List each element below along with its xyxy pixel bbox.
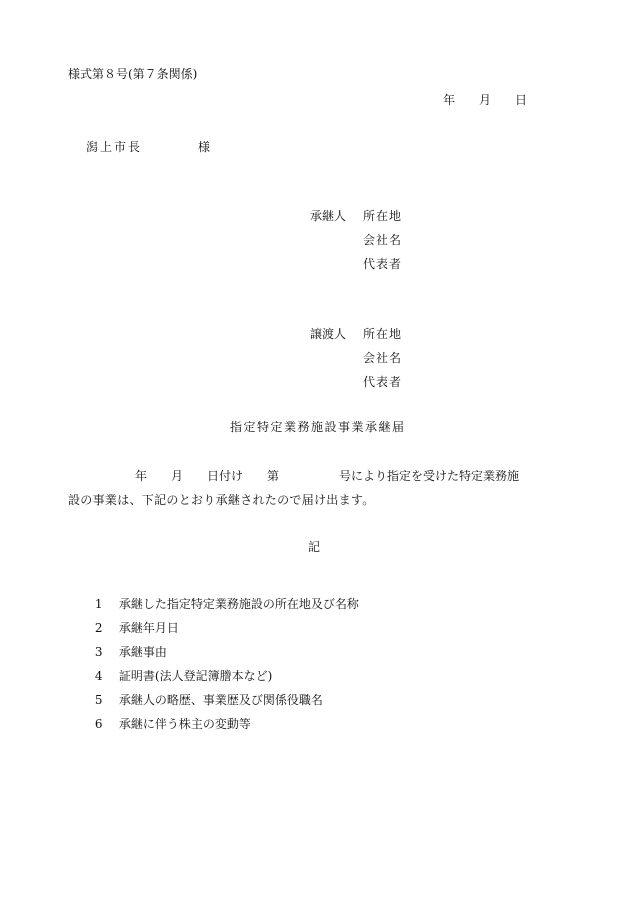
transferor-representative-label: 代表者 bbox=[363, 375, 403, 389]
item-text: 承継事由 bbox=[118, 645, 167, 659]
item-number: 5 bbox=[94, 693, 103, 707]
item-text: 証明書(法人登記簿謄本など) bbox=[118, 669, 273, 683]
item-number: 4 bbox=[94, 669, 103, 683]
item-text: 承継年月日 bbox=[118, 621, 179, 635]
successor-company-label: 会社名 bbox=[363, 233, 403, 247]
form-number: 様式第８号(第７条関係) bbox=[68, 67, 198, 81]
body-text-line-2: 設の事業は、下記のとおり承継されたので届け出ます。 bbox=[68, 493, 375, 507]
item-text: 承継に伴う株主の変動等 bbox=[118, 717, 251, 731]
transferor-address-label: 所在地 bbox=[363, 327, 403, 341]
item-text: 承継人の略歴、事業歴及び関係役職名 bbox=[118, 693, 323, 707]
list-item bbox=[72, 706, 251, 742]
successor-address-label: 所在地 bbox=[363, 209, 403, 223]
item-number: 2 bbox=[94, 621, 103, 635]
document-title: 指定特定業務施設事業承継届 bbox=[230, 420, 406, 434]
item-number: 6 bbox=[94, 717, 103, 731]
item-text: 承継した指定特定業務施設の所在地及び名称 bbox=[118, 597, 359, 611]
addressee: 潟上市長 様 bbox=[86, 140, 213, 154]
item-number: 1 bbox=[94, 597, 103, 611]
successor-role: 承継人 bbox=[310, 209, 347, 223]
transferor-role: 譲渡人 bbox=[310, 327, 347, 341]
item-number: 3 bbox=[94, 645, 103, 659]
successor-representative-label: 代表者 bbox=[363, 257, 403, 271]
date-line: 年 月 日 bbox=[443, 93, 528, 107]
body-text-line-1: 年 月 日付け 第 号により指定を受けた特定業務施 bbox=[135, 469, 520, 483]
transferor-company-label: 会社名 bbox=[363, 351, 403, 365]
ki-heading: 記 bbox=[308, 540, 321, 554]
